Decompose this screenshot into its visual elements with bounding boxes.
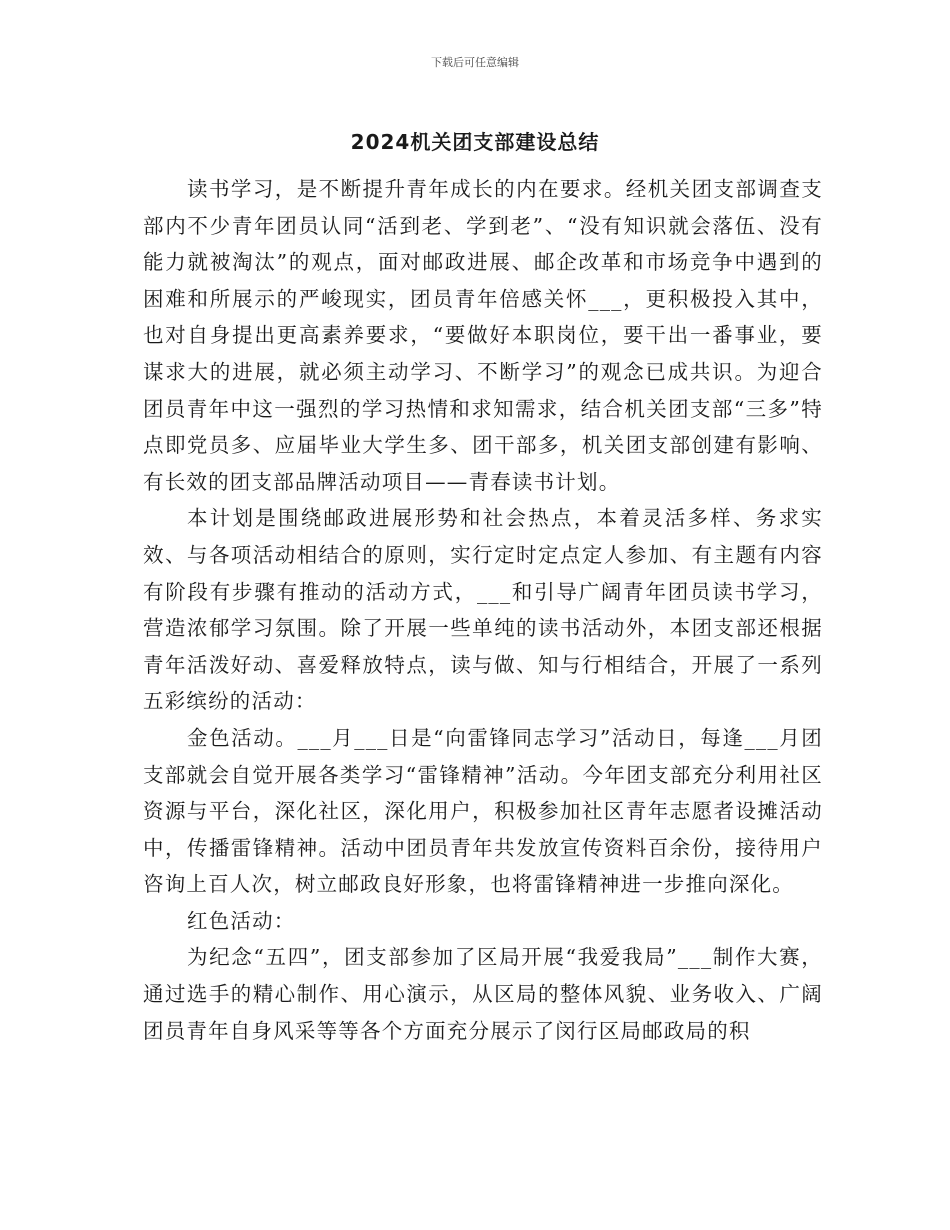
header-note: 下载后可任意编辑 — [431, 56, 519, 69]
paragraph-may-fourth: 为纪念“五四”，团支部参加了区局开展“我爱我局”___制作大赛，通过选手的精心制作、用心演示，从区局的整体风貌、业务收入、广阔团员青年自身风采等等各个方面充分展示了闵行区局邮政局的积 — [143, 945, 823, 1043]
paragraph-plan: 本计划是围绕邮政进展形势和社会热点，本着灵活多样、务求实效、与各项活动相结合的原则，实行定时定点定人参加、有主题有内容有阶段有步骤有推动的活动方式，___和引导广阔青年团员读书学习，营造浓郁学习氛围。除了开展一些单纯的读书活动外，本团支部还根据青年活泼好动、喜爱释放特点，读与做、知与行相结合，开展了一系列五彩缤纷的活动： — [143, 506, 823, 714]
paragraph-intro: 读书学习，是不断提升青年成长的内在要求。经机关团支部调查支部内不少青年团员认同“活到老、学到老”、“没有知识就会落伍、没有能力就被淘汰”的观点，面对邮政进展、邮企改革和市场竞争中遇到的困难和所展示的严峻现实，团员青年倍感关怀___，更积极投入其中，也对自身提出更高素养要求，“要做好本职岗位，要干出一番事业，要谋求大的进展，就必须主动学习、不断学习”的观念已成共识。为迎合团员青年中这一强烈的学习热情和求知需求，结合机关团支部“三多”特点即党员多、应届毕业大学生多、团干部多，机关团支部创建有影响、有长效的团支部品牌活动项目——青春读书计划。 — [143, 177, 823, 494]
document-title: 2024机关团支部建设总结 — [350, 130, 600, 154]
paragraph-gold-activity: 金色活动。___月___日是“向雷锋同志学习”活动日，每逢___月团支部就会自觉开展各类学习“雷锋精神”活动。今年团支部充分利用社区资源与平台，深化社区，深化用户，积极参加社区青年志愿者设摊活动中，传播雷锋精神。活动中团员青年共发放宣传资料百余份，接待用户咨询上百人次，树立邮政良好形象，也将雷锋精神进一步推向深化。 — [143, 725, 823, 897]
document-body — [143, 171, 823, 1049]
paragraph-red-activity-heading: 红色活动： — [187, 908, 296, 933]
